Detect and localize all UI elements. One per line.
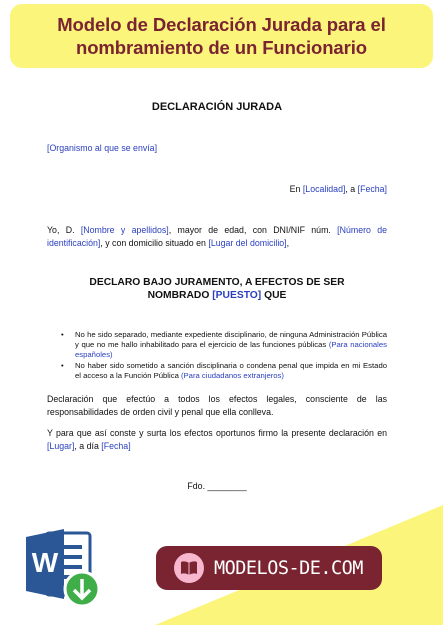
bullet2-text: No haber sido sometido a sanción disciplinaria o condena penal que impida en mi Estado el acceso a la Función Pública xyxy=(75,360,387,380)
declaro-line2-post: QUE xyxy=(261,290,287,301)
declaro-line1: DECLARO BAJO JURAMENTO, A EFECTOS DE SER xyxy=(89,277,345,288)
declaro-heading xyxy=(47,276,387,302)
header-banner xyxy=(10,4,433,68)
p3-fecha-placeholder: [Fecha] xyxy=(101,440,131,451)
book-icon xyxy=(174,553,204,583)
p3-text-2: , a día xyxy=(74,440,102,451)
download-arrow-icon xyxy=(65,572,99,606)
signature-line: Fdo. ________ xyxy=(187,481,247,491)
legal-effects-paragraph: Declaración que efectúo a todos los efectos legales, consciente de las responsabilidades de orden civil y penal que ella conlleva. xyxy=(47,394,387,417)
p1-text-3: , y con domicilio situado en xyxy=(100,237,209,248)
p1-text-2: , mayor de edad, con DNI/NIF núm. xyxy=(168,225,338,235)
place-prefix: En xyxy=(289,184,303,194)
bullet-icon: • xyxy=(61,360,64,370)
list-item xyxy=(47,361,387,381)
list-item xyxy=(47,330,387,361)
puesto-placeholder: [PUESTO] xyxy=(212,290,262,301)
p3-text-1: Y para que así conste y surta los efectos oportunos firmo la presente declaración en xyxy=(47,428,387,438)
nombre-placeholder: [Nombre y apellidos] xyxy=(80,225,169,235)
bullet1-note: (Para nacionales españoles) xyxy=(75,340,387,360)
declaration-list xyxy=(47,330,387,381)
p1-text-4: , xyxy=(286,237,290,248)
identity-paragraph xyxy=(47,224,387,249)
place-separator: , a xyxy=(345,184,358,194)
banner-title-line1: Modelo de Declaración Jurada para el xyxy=(57,14,386,35)
lugar-placeholder: [Lugar] xyxy=(47,440,75,451)
signature-statement-paragraph xyxy=(47,427,387,452)
declaro-line2-pre: NOMBRADO xyxy=(147,290,213,301)
organismo-placeholder: [Organismo al que se envía] xyxy=(47,143,158,153)
localidad-placeholder: [Localidad] xyxy=(302,184,346,194)
numero-placeholder: [Número de identificación] xyxy=(47,225,388,248)
document-title: DECLARACIÓN JURADA xyxy=(151,101,283,113)
brand-text: MODELOS-DE.COM xyxy=(214,557,363,579)
p1-text-1: Yo, D. xyxy=(47,225,81,235)
fecha-placeholder: [Fecha] xyxy=(357,184,387,194)
bullet-icon: • xyxy=(61,330,64,339)
word-letter: W xyxy=(31,547,59,578)
word-document-icon xyxy=(24,527,104,613)
bullet2-note: (Para ciudadanos extranjeros) xyxy=(180,370,284,380)
declaro-line2 xyxy=(47,289,387,302)
place-date-line xyxy=(290,183,387,196)
bullet1-text: No he sido separado, mediante expediente disciplinario, de ninguna Administración Pública y que no me hallo inhabilitado para el ejercicio de las funciones públicas xyxy=(75,330,387,350)
brand-badge[interactable] xyxy=(156,546,382,590)
banner-title-line2: nombramiento de un Funcionario xyxy=(76,37,367,58)
domicilio-placeholder: [Lugar del domicilio] xyxy=(208,237,287,248)
